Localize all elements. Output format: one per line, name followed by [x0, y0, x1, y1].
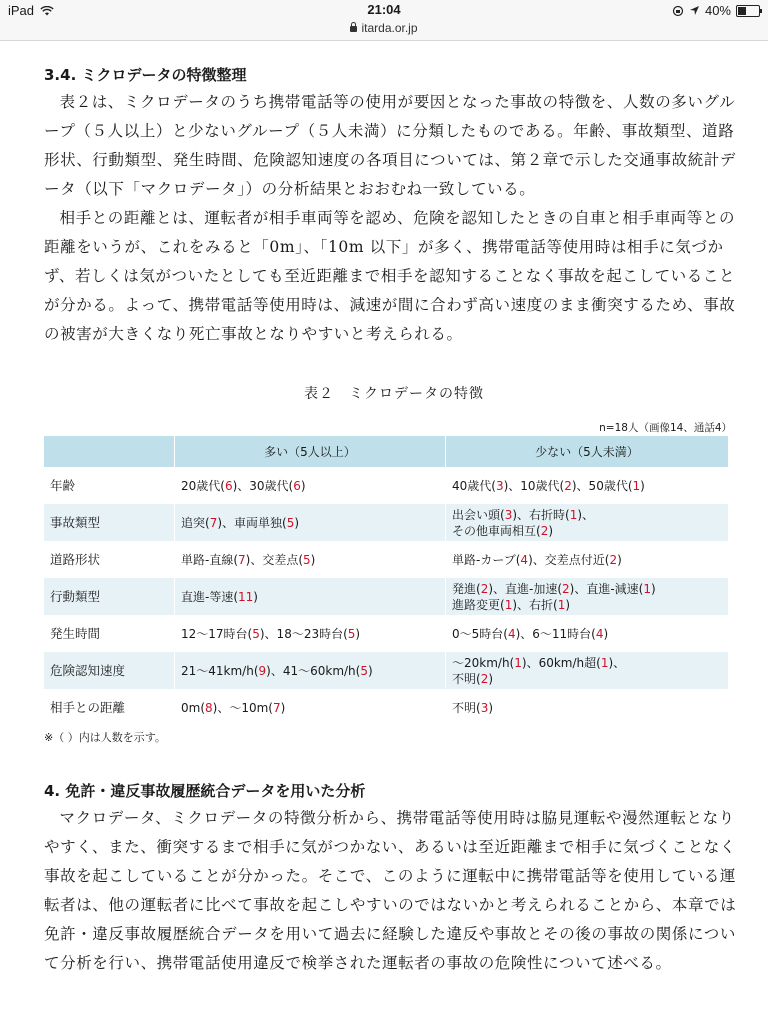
cell-text: 12～17時台( — [181, 626, 253, 641]
cell-many — [175, 578, 446, 615]
table-row — [44, 652, 729, 689]
count-value: 11 — [238, 589, 254, 604]
cell-text: ) — [617, 552, 622, 567]
count-value: 6 — [224, 478, 233, 493]
count-value: 5 — [252, 626, 260, 641]
cell-text: 単路-直線( — [181, 552, 239, 567]
table-row — [44, 541, 729, 578]
cell-text: ) — [368, 663, 373, 678]
count-value: 1 — [600, 655, 609, 670]
section-4-title: 4. 免許・違反事故履歴統合データを用いた分析 — [44, 782, 366, 800]
cell-many — [175, 689, 446, 726]
cell-text: 20歳代( — [181, 478, 225, 493]
table-caption: 表２ ミクロデータの特徴 — [304, 386, 484, 402]
count-value: 4 — [595, 626, 604, 641]
status-time: 21:04 — [367, 2, 401, 17]
cell-text: 21～41km/h( — [181, 663, 259, 678]
cell-many — [175, 467, 446, 504]
status-right — [672, 3, 760, 18]
cell-many — [175, 504, 446, 541]
cell-text: ) — [548, 523, 554, 538]
cell-text: )、10歳代( — [503, 478, 565, 493]
cell-many — [175, 652, 446, 689]
count-value: 1 — [632, 478, 641, 493]
section-4-paragraph-1: マクロデータ、ミクロデータの特徴分析から、携帯電話等使用時は脇見運転や漫然運転となりやすく、また、衝突するまで相手に気がつかない、あるいは至近距離まで相手に気づくことなく事故を起こしていることが分かった。そこで、このように運転中に携帯電話等を使用している運転者は、他の運転者に比べて事故を起こしやすいのではないかと考えられることから、本章では免許・違反事故履歴統合データを用いて過去に経験した違反や事故とその後の事故の関係について分析を行い、携帯電話使用違反で検挙された運転者の事故の危険性について述べる。 — [44, 809, 737, 972]
row-label: 道路形状 — [44, 541, 175, 578]
count-value: 1 — [643, 581, 652, 596]
row-label: 事故類型 — [44, 504, 175, 541]
rotation-lock-icon — [672, 5, 684, 17]
cell-text: )、6～11時台( — [515, 626, 596, 641]
cell-few — [446, 467, 729, 504]
address-bar[interactable] — [0, 21, 768, 35]
count-value: 5 — [347, 626, 356, 641]
cell-text: )、 — [608, 655, 626, 670]
count-value: 2 — [562, 581, 570, 596]
cell-text: 直進-等速( — [181, 589, 239, 604]
cell-text: 発進( — [452, 581, 481, 596]
row-label: 発生時間 — [44, 615, 175, 652]
header-item — [44, 436, 175, 467]
cell-text: ) — [651, 581, 656, 596]
row-label: 行動類型 — [44, 578, 175, 615]
table-footnote: ※（ ）内は人数を示す。 — [44, 731, 166, 744]
row-label: 危険認知速度 — [44, 652, 175, 689]
table-row — [44, 467, 729, 504]
count-value: 2 — [540, 523, 549, 538]
row-label: 年齢 — [44, 467, 175, 504]
cell-text: )、60km/h超( — [521, 655, 601, 670]
section-3-4-paragraph-1: 表２は、ミクロデータのうち携帯電話等の使用が要因となった事故の特徴を、人数の多いグループ（５人以上）と少ないグループ（５人未満）に分類したものである。年齢、事故類型、道路形状、行動類型、発生時間、危険認知速度の各項目については、第２章で示した交通事故統計データ（以下「マクロデータ」）の分析結果とおおむね一致している。 — [44, 93, 736, 198]
status-bar — [0, 0, 768, 41]
battery-fill — [738, 7, 746, 15]
cell-text: その他車両相互( — [452, 523, 541, 538]
cell-text: )、直進-減速( — [569, 581, 644, 596]
count-value: 7 — [209, 515, 218, 530]
device-name: iPad — [8, 3, 35, 18]
cell-text: )、～10m( — [212, 700, 273, 715]
count-value: 2 — [609, 552, 618, 567]
count-value: 2 — [480, 671, 489, 686]
cell-few — [446, 541, 729, 578]
cell-text: ) — [565, 597, 571, 612]
cell-few — [446, 578, 729, 615]
section-3-4-title: 3.4. ミクロデータの特徴整理 — [44, 66, 247, 84]
cell-text: ) — [253, 589, 258, 604]
cell-text: )、交差点付近( — [528, 552, 610, 567]
cell-text: )、 — [577, 507, 595, 522]
cell-text: )、交差点( — [245, 552, 304, 567]
cell-text: ) — [310, 552, 316, 567]
count-value: 3 — [495, 478, 504, 493]
count-value: 5 — [360, 663, 368, 678]
cell-text: ) — [603, 626, 609, 641]
cell-text: 不明( — [452, 700, 481, 715]
cell-text: )、車両単独( — [217, 515, 287, 530]
count-value: 1 — [504, 597, 513, 612]
cell-text: ) — [355, 626, 361, 641]
cell-few — [446, 652, 729, 689]
cell-text: )、右折時( — [512, 507, 570, 522]
count-value: 3 — [480, 700, 489, 715]
cell-many — [175, 615, 446, 652]
cell-text: )、30歳代( — [232, 478, 294, 493]
count-value: 2 — [480, 581, 489, 596]
cell-text: 0m( — [181, 700, 206, 715]
count-value: 1 — [557, 597, 566, 612]
row-label: 相手との距離 — [44, 689, 175, 726]
cell-text: ) — [488, 671, 494, 686]
cell-text: ) — [488, 700, 494, 715]
cell-text: ～20km/h( — [452, 655, 515, 670]
cell-few — [446, 615, 729, 652]
location-icon — [689, 5, 700, 16]
table-row — [44, 578, 729, 615]
url-text: itarda.or.jp — [361, 21, 418, 35]
count-value: 9 — [258, 663, 267, 678]
count-value: 6 — [293, 478, 301, 493]
count-value: 7 — [272, 700, 281, 715]
cell-many — [175, 541, 446, 578]
micro-data-table — [44, 436, 729, 726]
count-value: 4 — [507, 626, 516, 641]
cell-text: 40歳代( — [452, 478, 496, 493]
battery-icon — [736, 5, 760, 17]
battery-percent: 40% — [704, 3, 731, 18]
table-row — [44, 615, 729, 652]
count-value: 5 — [303, 552, 311, 567]
cell-text: ) — [280, 700, 286, 715]
cell-text: )、41～60km/h( — [266, 663, 361, 678]
lock-icon — [350, 26, 357, 32]
cell-text: )、50歳代( — [571, 478, 633, 493]
count-value: 1 — [569, 507, 578, 522]
cell-text: )、直進-加速( — [488, 581, 563, 596]
count-value: 8 — [205, 700, 213, 715]
header-many: 多い（5人以上） — [175, 436, 446, 467]
cell-text: 追突( — [181, 515, 210, 530]
header-few: 少ない（5人未満） — [446, 436, 729, 467]
count-value: 2 — [564, 478, 572, 493]
table-row — [44, 504, 729, 541]
cell-text: )、右折( — [512, 597, 558, 612]
count-value: 3 — [504, 507, 513, 522]
cell-text: 0～5時台( — [452, 626, 508, 641]
cell-few — [446, 689, 729, 726]
cell-text: 不明( — [452, 671, 481, 686]
section-3-4-paragraph-2: 相手との距離とは、運転者が相手車両等を認め、危険を認知したときの自車と相手車両等との距離をいうが、これをみると「0m」、「10m 以下」が多く、携帯電話等使用時は相手に気づかず、若しくは気がついたとしても至近距離まで相手を認知することなく事故を起こしていることが分かる。よって、携帯電話等使用時は、減速が間に合わず高い速度のまま衝突するため、事故の被害が大きくなり死亡事故となりやすいと考えられる。 — [44, 209, 736, 343]
cell-few — [446, 504, 729, 541]
cell-text: 出会い頭( — [452, 507, 505, 522]
cell-text: ) — [300, 478, 306, 493]
cell-text: )、18～23時台( — [259, 626, 348, 641]
cell-text: ) — [294, 515, 300, 530]
cell-text: 単路-カーブ( — [452, 552, 521, 567]
table-row — [44, 689, 729, 726]
count-value: 4 — [520, 552, 529, 567]
cell-text: ) — [640, 478, 645, 493]
count-value: 1 — [514, 655, 522, 670]
article-content — [44, 62, 744, 978]
cell-text: 進路変更( — [452, 597, 505, 612]
count-value: 7 — [238, 552, 246, 567]
table-header-row — [44, 436, 729, 467]
count-value: 5 — [286, 515, 295, 530]
table-body — [44, 467, 729, 726]
table-sample-note: n=18人（画像14、通話4） — [599, 422, 732, 434]
